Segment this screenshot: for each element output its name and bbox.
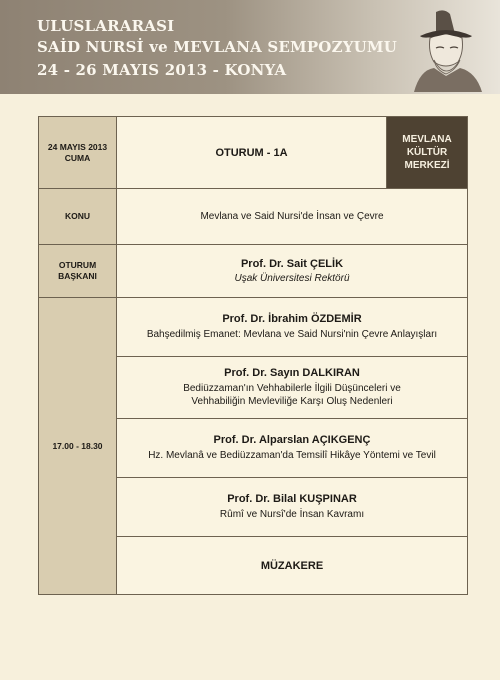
mevlana-portrait-icon — [406, 8, 484, 92]
talk-speaker: Prof. Dr. İbrahim ÖZDEMİR — [222, 313, 362, 325]
talk-cell — [117, 478, 468, 537]
chair-row — [39, 245, 468, 298]
talk-cell — [117, 298, 468, 357]
talk-title-line-1: Hz. Mevlanâ ve Bediüzzaman'da Temsilî Hikâye Yöntemi ve Tevil — [148, 450, 436, 461]
venue-line-3: MERKEZİ — [404, 160, 450, 171]
talk-title-line-2: Vehhabiliğin Mevleviliğe Karşı Oluş Nedenleri — [191, 396, 393, 407]
session-program-table — [38, 116, 467, 595]
topic-row — [39, 189, 468, 245]
chair-affiliation: Uşak Üniversitesi Rektörü — [234, 273, 350, 284]
talk-row — [39, 298, 468, 357]
closing-discussion: MÜZAKERE — [117, 537, 468, 595]
topic-value: Mevlana ve Said Nursi'de İnsan ve Çevre — [117, 189, 468, 245]
session-title: OTURUM - 1A — [117, 117, 387, 189]
session-day: CUMA — [64, 152, 91, 163]
chair-label-line-1: OTURUM — [58, 260, 97, 270]
chair-name: Prof. Dr. Sait ÇELİK — [240, 258, 344, 270]
talk-cell — [117, 357, 468, 419]
talk-title-line-1: Bahşedilmiş Emanet: Mevlana ve Said Nursi'nin Çevre Anlayışları — [146, 329, 438, 340]
topic-label: KONU — [39, 189, 117, 245]
header-line-3: 24 - 26 MAYIS 2013 - KONYA — [37, 61, 287, 79]
chair-label-line-2: BAŞKANI — [58, 271, 97, 281]
chair-cell — [117, 245, 468, 298]
symposium-header — [0, 0, 500, 94]
venue-line-1: MEVLANA — [402, 134, 452, 145]
session-header-row — [39, 117, 468, 189]
talk-speaker: Prof. Dr. Sayın DALKIRAN — [224, 367, 360, 379]
session-date: 24 MAYIS 2013 — [47, 141, 108, 152]
session-time: 17.00 - 18.30 — [39, 298, 117, 595]
talk-title-line-1: Bediüzzaman'ın Vehhabilerle İlgili Düşünceleri ve — [183, 383, 401, 394]
header-line-1: ULUSLARARASI — [37, 17, 175, 35]
talk-speaker: Prof. Dr. Bilal KUŞPINAR — [227, 493, 357, 505]
session-date-cell — [39, 117, 117, 189]
session-venue-cell — [387, 117, 468, 189]
talk-title-line-1: Rûmî ve Nursî'de İnsan Kavramı — [219, 509, 365, 520]
header-line-2: SAİD NURSİ ve MEVLANA SEMPOZYUMU — [37, 38, 397, 56]
chair-label-cell — [39, 245, 117, 298]
talk-cell — [117, 419, 468, 478]
venue-line-2: KÜLTÜR — [406, 147, 448, 158]
talk-speaker: Prof. Dr. Alparslan AÇIKGENÇ — [213, 434, 371, 446]
